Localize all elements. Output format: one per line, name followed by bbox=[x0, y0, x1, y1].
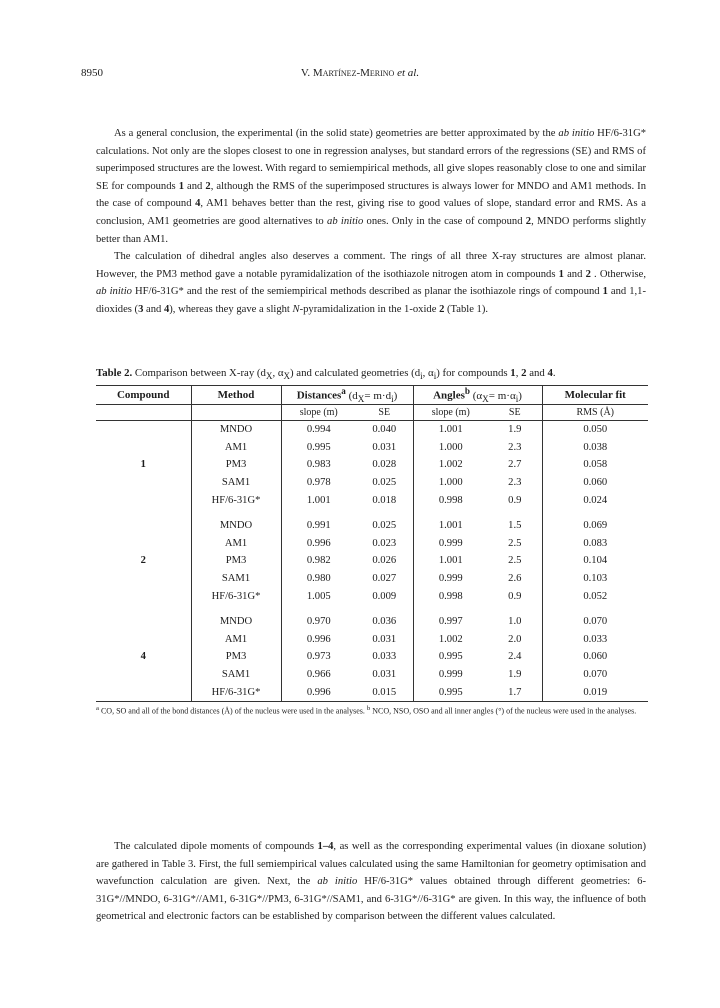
method-cell: SAM1 bbox=[191, 666, 281, 684]
distance-se-cell: 0.026 bbox=[372, 555, 397, 567]
method-cell: HF/6-31G* bbox=[191, 491, 281, 509]
distance-slope-cell: 0.966 bbox=[281, 666, 356, 684]
distance-se-cell: 0.040 bbox=[372, 424, 397, 436]
table-row bbox=[96, 421, 648, 439]
body-text-bottom bbox=[96, 838, 646, 926]
method-cell: PM3 bbox=[191, 552, 281, 570]
angle-slope-cell: 0.999 bbox=[413, 535, 488, 553]
compound-cell bbox=[96, 683, 191, 701]
rms-cell: 0.070 bbox=[542, 613, 648, 631]
rms-cell: 0.069 bbox=[542, 517, 648, 535]
compound-cell bbox=[96, 421, 191, 439]
angle-se-cell: 1.9 bbox=[508, 669, 522, 681]
rms-cell: 0.070 bbox=[542, 666, 648, 684]
distance-slope-cell: 0.996 bbox=[281, 631, 356, 649]
header-compound: Compound bbox=[96, 386, 191, 405]
distance-slope-cell: 1.005 bbox=[281, 587, 356, 605]
subheader-angle-se: SE bbox=[488, 405, 542, 421]
angle-slope-cell: 1.000 bbox=[413, 439, 488, 457]
angle-se-cell: 2.3 bbox=[508, 477, 522, 489]
rms-cell: 0.024 bbox=[542, 491, 648, 509]
distance-se-cell: 0.031 bbox=[372, 669, 397, 681]
table-row bbox=[96, 683, 648, 701]
distance-slope-cell: 1.001 bbox=[281, 491, 356, 509]
rms-cell: 0.058 bbox=[542, 456, 648, 474]
subheader-distance-slope: slope (m) bbox=[281, 405, 356, 421]
rms-cell: 0.104 bbox=[542, 552, 648, 570]
table-row bbox=[96, 517, 648, 535]
table-row bbox=[96, 570, 648, 588]
distance-se-cell: 0.009 bbox=[372, 590, 397, 602]
angle-slope-cell: 1.001 bbox=[413, 517, 488, 535]
table-row bbox=[96, 587, 648, 605]
table-body bbox=[96, 421, 648, 702]
angle-se-cell: 0.9 bbox=[508, 590, 522, 602]
angle-slope-cell: 0.998 bbox=[413, 587, 488, 605]
subheader-rms: RMS (Å) bbox=[542, 405, 648, 421]
angle-se-cell: 2.6 bbox=[508, 573, 522, 585]
distance-se-cell: 0.025 bbox=[372, 477, 397, 489]
angle-slope-cell: 0.999 bbox=[413, 570, 488, 588]
rms-cell: 0.019 bbox=[542, 683, 648, 701]
header-angles: Angles$^b$ $(\alpha_X= m\cdot\alpha_i)$ bbox=[413, 386, 542, 405]
angle-se-cell: 1.0 bbox=[508, 616, 522, 628]
distance-se-cell: 0.028 bbox=[372, 459, 397, 471]
compound-cell bbox=[96, 570, 191, 588]
compound-cell bbox=[96, 474, 191, 492]
angle-slope-cell: 1.000 bbox=[413, 474, 488, 492]
distance-se-cell: 0.031 bbox=[372, 633, 397, 645]
angle-slope-cell: 0.997 bbox=[413, 613, 488, 631]
distance-slope-cell: 0.994 bbox=[281, 421, 356, 439]
paragraph-dihedral: The calculation of dihedral angles also deserves a comment. The rings of all three X-ray structures are almost planar. However, the PM3 method gave a notable pyramidalization of the isothiazole nitrogen atom in compounds 1 and 2 . Otherwise, ab initio HF/6-31G* and the rest of the semiempirical methods described as planar the isothiazole rings of compound 1 and 1,1-dioxides (3 and 4), whereas they gave a slight N-pyramidalization in the 1-oxide 2 (Table 1). bbox=[96, 251, 647, 315]
compound-cell bbox=[96, 613, 191, 631]
distance-se-cell: 0.018 bbox=[372, 494, 397, 506]
table-caption: Table 2. Comparison between X-ray ($d_X$, $\alpha_X$) and calculated geometries ($d_i$, $\alpha_i$) for compounds 1, 2 and 4. bbox=[96, 367, 556, 382]
rms-cell: 0.060 bbox=[542, 648, 648, 666]
distance-slope-cell: 0.982 bbox=[281, 552, 356, 570]
distance-se-cell: 0.033 bbox=[372, 651, 397, 663]
compound-cell: 2 bbox=[140, 555, 146, 567]
distance-se-cell: 0.023 bbox=[372, 537, 397, 549]
method-cell: SAM1 bbox=[191, 570, 281, 588]
distance-slope-cell: 0.980 bbox=[281, 570, 356, 588]
angle-se-cell: 2.3 bbox=[508, 441, 522, 453]
table-row bbox=[96, 631, 648, 649]
table-row bbox=[96, 648, 648, 666]
header-distances: Distances$^a$ $(d_X= m\cdot d_i)$ bbox=[281, 386, 413, 405]
author-etal: et al. bbox=[397, 67, 420, 79]
compound-cell bbox=[96, 535, 191, 553]
table-row bbox=[96, 666, 648, 684]
distance-slope-cell: 0.995 bbox=[281, 439, 356, 457]
body-text-top bbox=[96, 125, 646, 319]
compound-cell: 1 bbox=[140, 459, 146, 471]
compound-cell bbox=[96, 631, 191, 649]
method-cell: AM1 bbox=[191, 535, 281, 553]
compound-cell bbox=[96, 587, 191, 605]
distance-slope-cell: 0.991 bbox=[281, 517, 356, 535]
angle-slope-cell: 0.998 bbox=[413, 491, 488, 509]
group-spacer bbox=[96, 605, 648, 613]
rms-cell: 0.060 bbox=[542, 474, 648, 492]
distance-slope-cell: 0.973 bbox=[281, 648, 356, 666]
running-head bbox=[0, 67, 720, 79]
angle-se-cell: 2.0 bbox=[508, 633, 522, 645]
method-cell: AM1 bbox=[191, 631, 281, 649]
distance-se-cell: 0.031 bbox=[372, 441, 397, 453]
compound-cell: 4 bbox=[140, 651, 146, 663]
table-row bbox=[96, 491, 648, 509]
paragraph-conclusion: As a general conclusion, the experimental (in the solid state) geometries are better approximated by the ab initio HF/6-31G* calculations. Not only are the slopes closest to one in regression analyses, but standard errors of the regressions (SE) and RMS of superimposed structures are the lowest. With regard to semiempirical methods, all give slopes reasonably close to one and similar SE for compounds 1 and 2, although the RMS of the superimposed structures is always lower for MNDO and AM1 methods. In the case of compound 4, AM1 behaves better than the rest, giving rise to good values of slope, standard error and RMS. As a conclusion, AM1 geometries are good alternatives to ab initio ones. Only in the case of compound 2, MNDO performs slightly better than AM1. bbox=[96, 128, 647, 245]
angle-slope-cell: 1.001 bbox=[413, 421, 488, 439]
compound-cell bbox=[96, 491, 191, 509]
angle-se-cell: 0.9 bbox=[508, 494, 522, 506]
method-cell: HF/6-31G* bbox=[191, 587, 281, 605]
angle-se-cell: 1.7 bbox=[488, 683, 542, 701]
distance-se-cell: 0.036 bbox=[372, 616, 397, 628]
distance-slope-cell: 0.983 bbox=[281, 456, 356, 474]
method-cell: PM3 bbox=[191, 456, 281, 474]
method-cell: AM1 bbox=[191, 439, 281, 457]
compound-cell bbox=[96, 439, 191, 457]
comparison-table bbox=[96, 385, 648, 702]
compound-cell bbox=[96, 666, 191, 684]
group-spacer bbox=[96, 509, 648, 517]
header-molecular-fit: Molecular fit bbox=[542, 386, 648, 405]
rms-cell: 0.103 bbox=[542, 570, 648, 588]
distance-se-cell: 0.015 bbox=[356, 683, 413, 701]
angle-slope-cell: 0.995 bbox=[413, 683, 488, 701]
angle-se-cell: 2.4 bbox=[508, 651, 522, 663]
rms-cell: 0.083 bbox=[542, 535, 648, 553]
page-number: 8950 bbox=[81, 67, 103, 79]
angle-se-cell: 2.5 bbox=[508, 555, 522, 567]
compound-cell bbox=[96, 517, 191, 535]
table-footnote: $^a$ CO, SO and all of the bond distances (Å) of the nucleus were used in the analyses. $^b$ NCO, NSO, OSO and all inner angles (°) of the nucleus were used in the analyses. bbox=[96, 704, 637, 716]
header-method: Method bbox=[191, 386, 281, 405]
table-row bbox=[96, 535, 648, 553]
angle-se-cell: 2.5 bbox=[508, 537, 522, 549]
rms-cell: 0.050 bbox=[542, 421, 648, 439]
method-cell: PM3 bbox=[191, 648, 281, 666]
method-cell: MNDO bbox=[191, 613, 281, 631]
distance-slope-cell: 0.978 bbox=[281, 474, 356, 492]
angle-se-cell: 1.9 bbox=[508, 424, 522, 436]
rms-cell: 0.033 bbox=[542, 631, 648, 649]
method-cell: SAM1 bbox=[191, 474, 281, 492]
angle-slope-cell: 1.001 bbox=[413, 552, 488, 570]
table-2 bbox=[96, 366, 648, 717]
rms-cell: 0.038 bbox=[542, 439, 648, 457]
distance-slope-cell: 0.996 bbox=[281, 683, 356, 701]
distance-se-cell: 0.027 bbox=[372, 573, 397, 585]
angle-se-cell: 2.7 bbox=[508, 459, 522, 471]
angle-slope-cell: 1.002 bbox=[413, 631, 488, 649]
angle-slope-cell: 0.995 bbox=[413, 648, 488, 666]
table-row bbox=[96, 552, 648, 570]
table-row bbox=[96, 456, 648, 474]
angle-se-cell: 1.5 bbox=[508, 520, 522, 532]
angle-slope-cell: 0.999 bbox=[413, 666, 488, 684]
table-row bbox=[96, 474, 648, 492]
table-row bbox=[96, 439, 648, 457]
angle-slope-cell: 1.002 bbox=[413, 456, 488, 474]
distance-slope-cell: 0.996 bbox=[281, 535, 356, 553]
method-cell: HF/6-31G* bbox=[191, 683, 281, 701]
rms-cell: 0.052 bbox=[542, 587, 648, 605]
subheader-angle-slope: slope (m) bbox=[413, 405, 488, 421]
distance-slope-cell: 0.970 bbox=[281, 613, 356, 631]
author-surname: artínez-Merino bbox=[322, 67, 395, 79]
method-cell: MNDO bbox=[191, 517, 281, 535]
table-row bbox=[96, 613, 648, 631]
method-cell: MNDO bbox=[191, 421, 281, 439]
subheader-distance-se: SE bbox=[356, 405, 413, 421]
distance-se-cell: 0.025 bbox=[372, 520, 397, 532]
author-initial: V. M bbox=[300, 67, 323, 79]
paragraph-dipole: The calculated dipole moments of compounds 1–4, as well as the corresponding experimental values (in dioxane solution) are gathered in Table 3. First, the full semiempirical values calculated using the same Hamiltonian for geometry optimisation and wavefunction calculation are given. Next, the ab initio HF/6-31G* values obtained through different geometries: 6-31G*//MNDO, 6-31G*//AM1, 6-31G*//PM3, 6-31G*//SAM1, and 6-31G*//6-31G* are given. In this way, the influence of both geometrical and electronic factors can be established by comparison between the different values calculated. bbox=[96, 841, 646, 923]
